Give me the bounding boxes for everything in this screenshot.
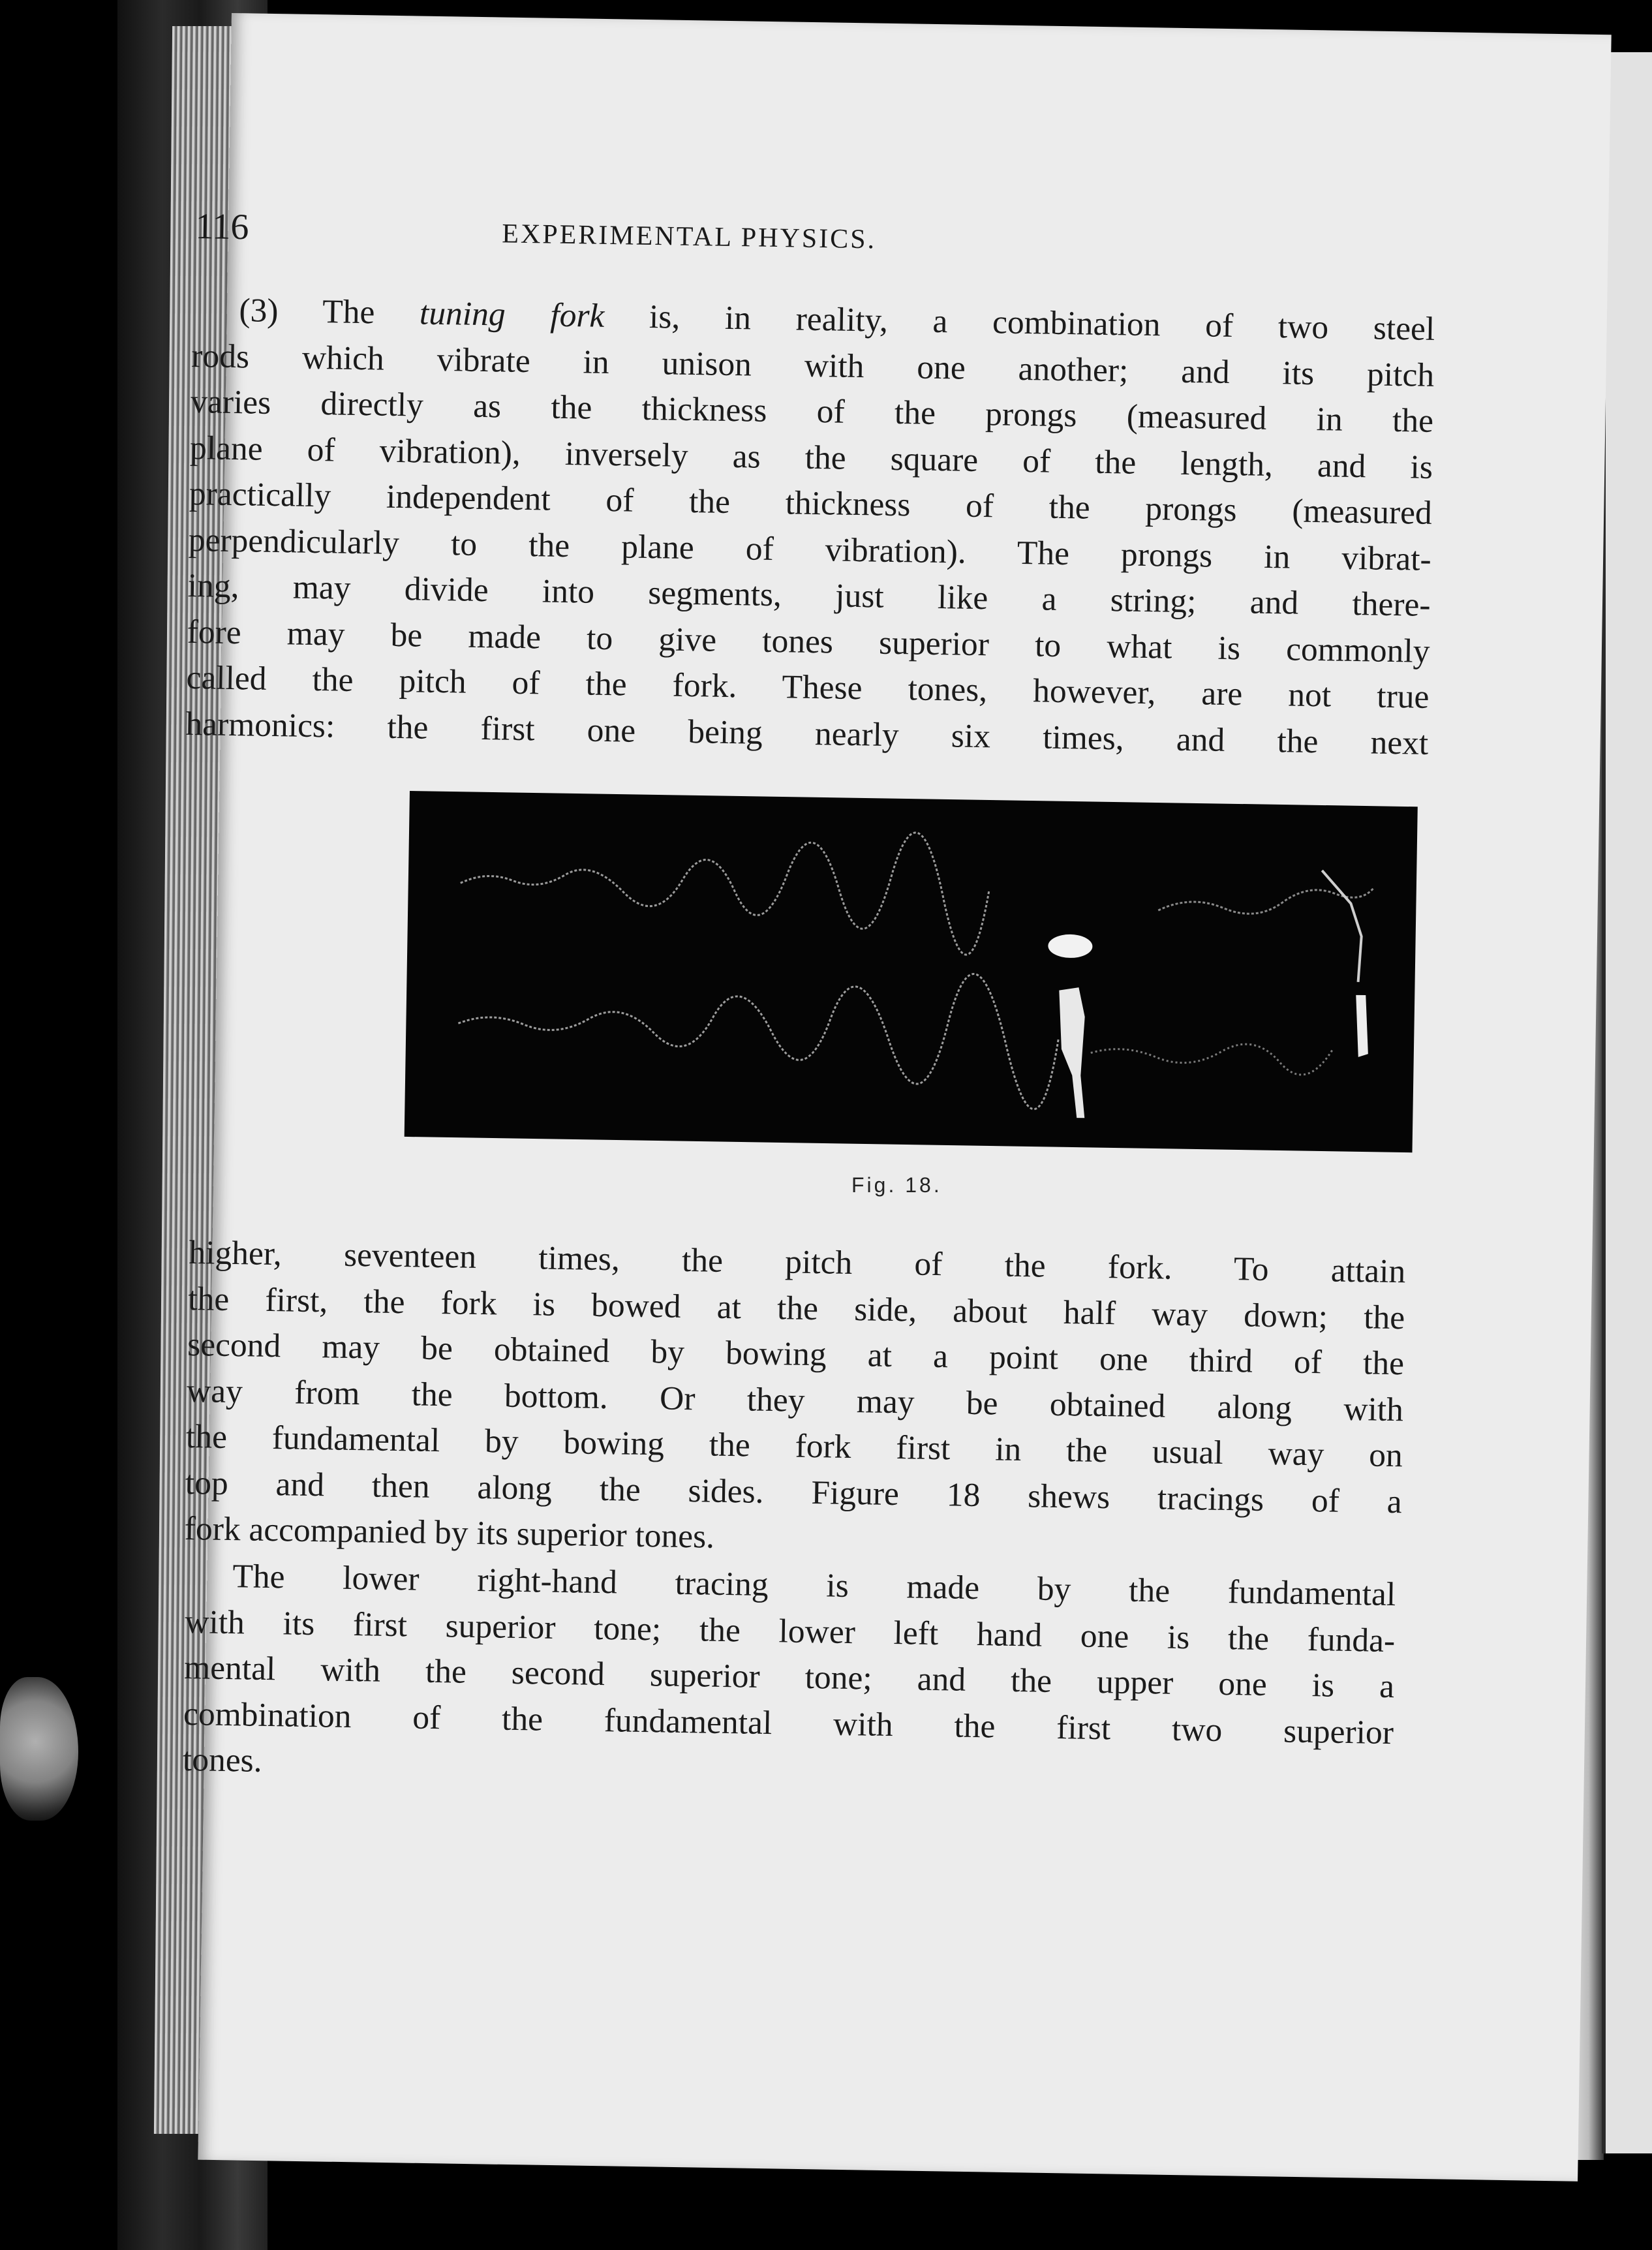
text-line: with its first superior tone; the lower left hand one is the funda- <box>184 1603 1396 1659</box>
text-line: called the pitch of the fork. These tones, however, are not true <box>186 658 1430 716</box>
text-line: the first, the fork is bowed at the side, about half way down; the <box>187 1280 1405 1336</box>
text-fragment: is, in reality, a combination of two steel <box>604 297 1435 348</box>
upper-right-tracing <box>1158 884 1374 916</box>
text-line: rods which vibrate in unison with one another; and its pitch <box>191 337 1435 394</box>
text-line: way from the bottom. Or they may be obtained along with <box>186 1372 1404 1428</box>
text-line: varies directly as the thickness of the prongs (measured in the <box>190 382 1434 440</box>
text-fragment: (3) The <box>239 292 420 332</box>
text-line: second may be obtained by bowing at a point one third of the <box>187 1325 1405 1383</box>
paragraph-1 <box>185 287 1435 767</box>
page-number: 116 <box>195 206 249 248</box>
fork-stylus-right-tip <box>1355 995 1369 1057</box>
text-line: The lower right-hand tracing is made by the fundamental <box>232 1558 1396 1614</box>
paragraph-2 <box>184 1230 1406 1571</box>
text-line: combination of the fundamental with the first two superior <box>183 1695 1394 1751</box>
fork-stylus-left <box>1057 987 1086 1118</box>
text-line: fore may be made to give tones superior to what is commonly <box>187 613 1430 670</box>
text-line: practically independent of the thickness of the prongs (measured <box>189 474 1433 532</box>
text-line: tones. <box>182 1740 263 1780</box>
figure-caption: Fig. 18. <box>851 1173 942 1197</box>
bright-spot <box>1048 934 1093 958</box>
text-line: mental with the second superior tone; and the upper one is a <box>183 1648 1395 1706</box>
lower-right-tracing <box>1090 1041 1332 1075</box>
text-line: harmonics: the first one being nearly six times, and the next <box>185 705 1429 762</box>
running-head: EXPERIMENTAL PHYSICS. <box>502 219 877 255</box>
facing-page-edge <box>1602 52 1652 2153</box>
text-line: ing, may divide into segments, just like a string; and there- <box>187 566 1431 624</box>
text-line: higher, seventeen times, the pitch of the fork. To attain <box>189 1233 1406 1291</box>
text-line: the fundamental by bowing the fork first in the usual way on <box>185 1417 1403 1475</box>
text-line: top and then along the sides. Figure 18 shews tracings of a <box>185 1464 1403 1520</box>
dust-fiber <box>0 1677 78 1821</box>
italic-term: tuning fork <box>419 294 605 335</box>
lower-left-tracing <box>457 966 1060 1109</box>
paragraph-3 <box>182 1553 1396 1802</box>
text-line: perpendicularly to the plane of vibration). The prongs in vibrat- <box>188 521 1432 578</box>
tuning-fork-tracings <box>405 791 1418 1152</box>
figure-18-photo <box>405 791 1418 1152</box>
upper-tracing <box>459 825 990 955</box>
text-line: plane of vibration), inversely as the square of the length, and is <box>189 429 1433 486</box>
fork-stylus-right <box>1321 871 1363 982</box>
text-line: fork accompanied by its superior tones. <box>184 1509 715 1556</box>
